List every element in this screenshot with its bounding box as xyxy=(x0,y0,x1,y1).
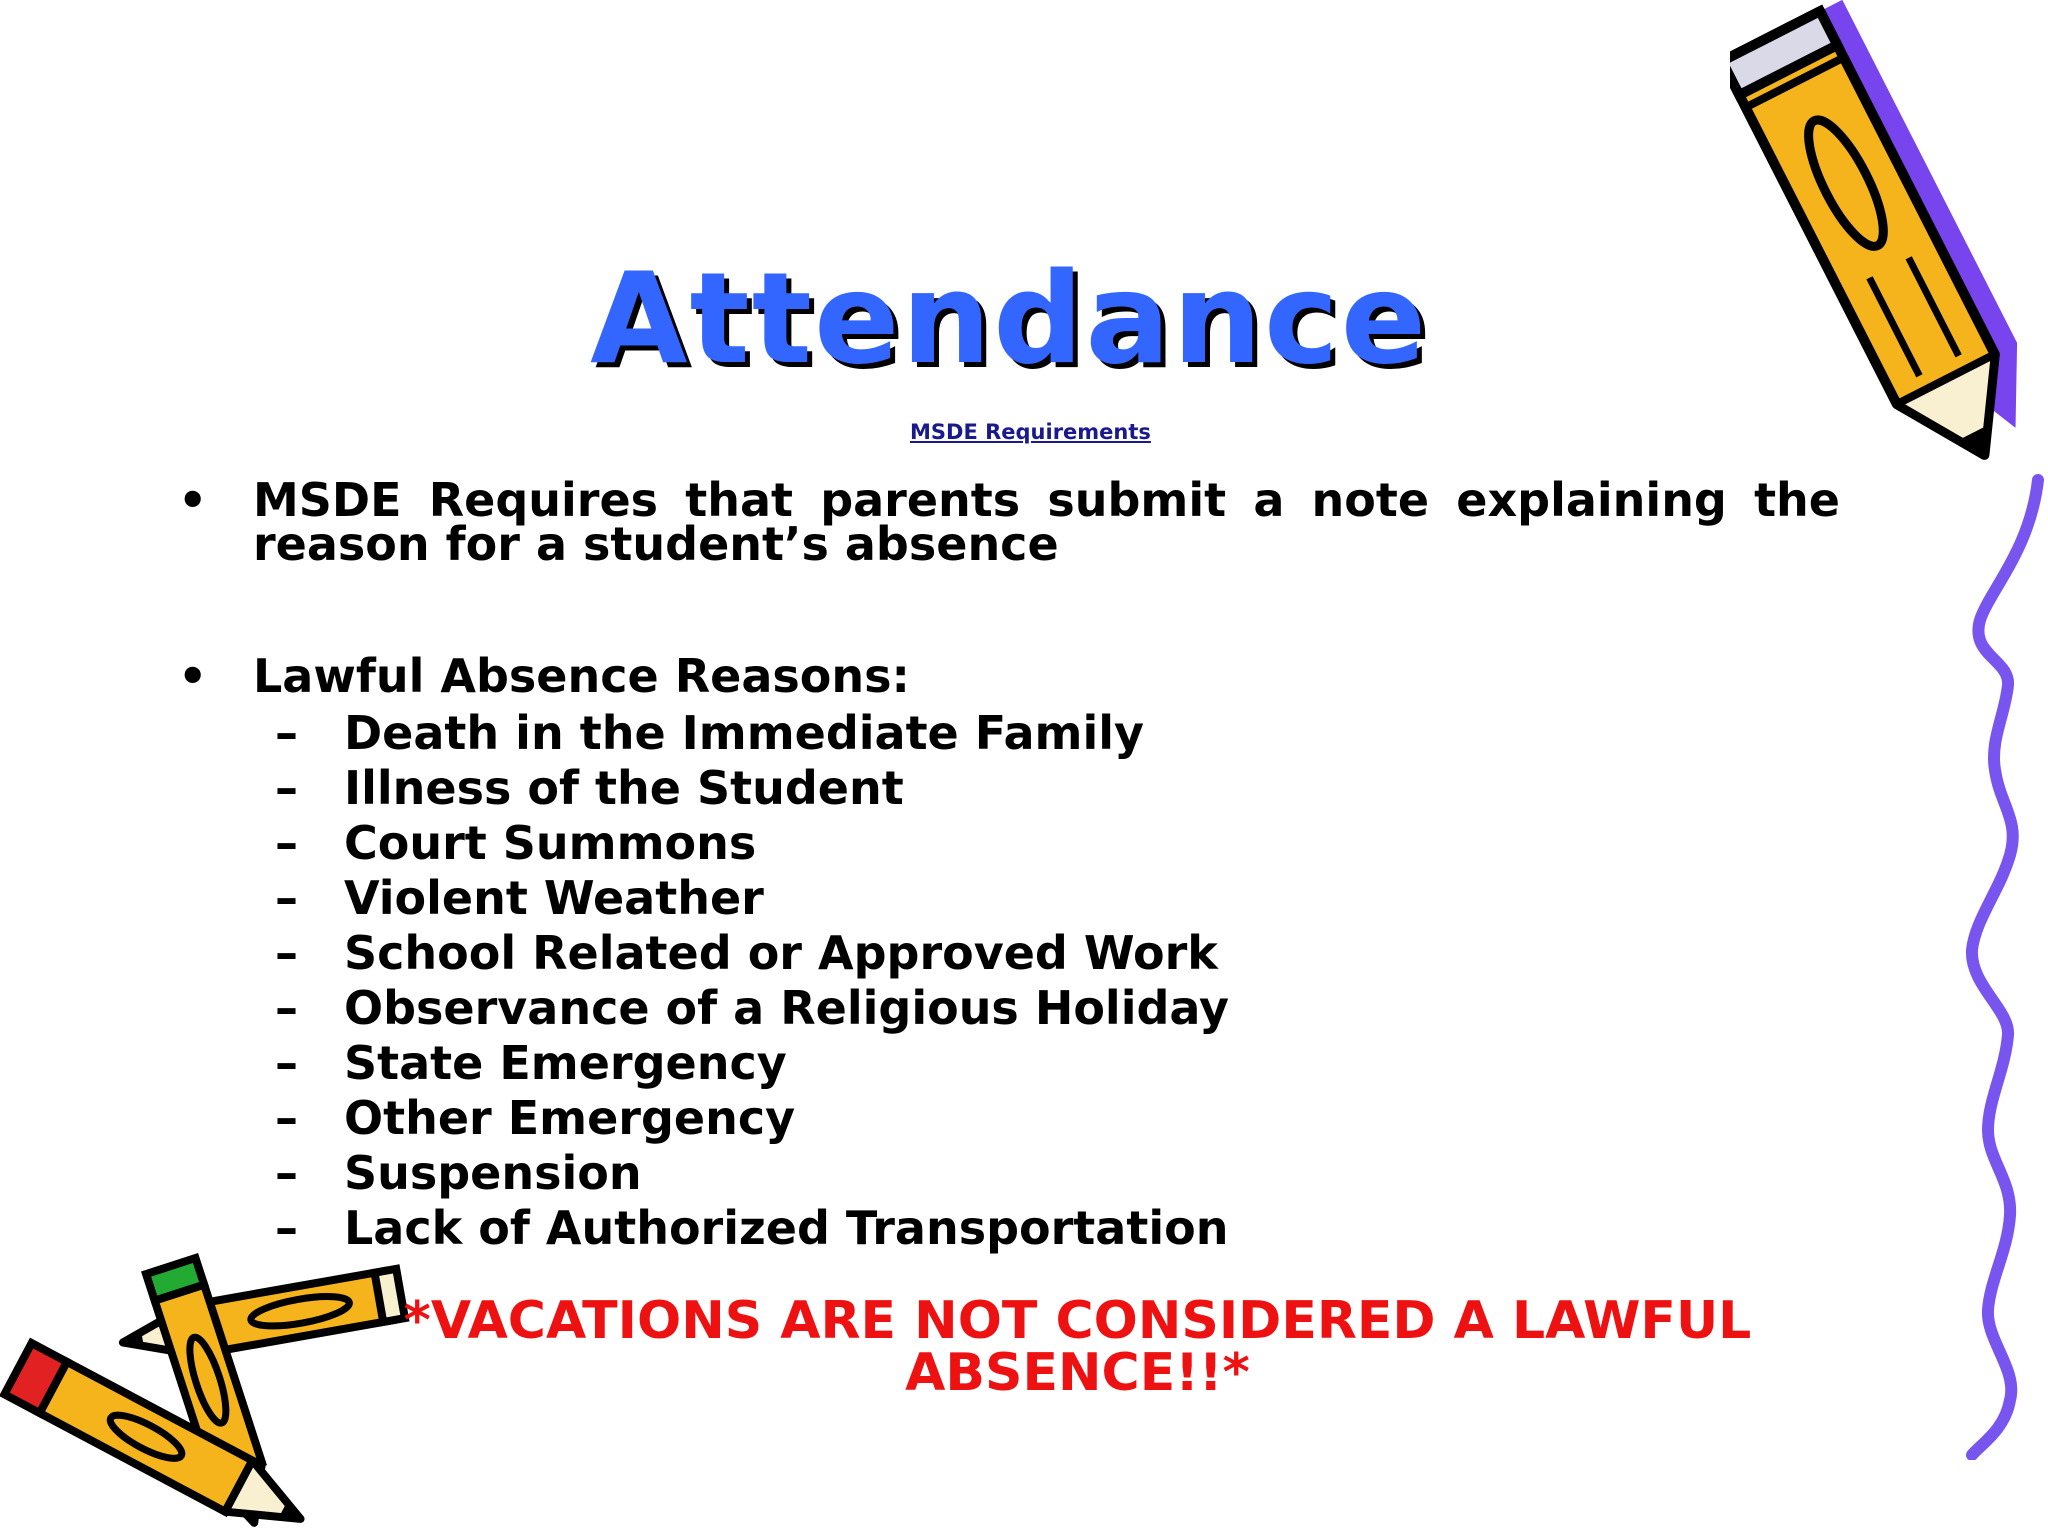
list-item-text: Observance of a Religious Holiday xyxy=(344,981,1230,1035)
bullet-text: MSDE Requires that parents submit a note explaining the reason for a student’s absence xyxy=(253,473,1840,571)
list-item-text: Other Emergency xyxy=(344,1091,796,1145)
list-item xyxy=(170,1146,1840,1201)
dash-glyph: – xyxy=(275,706,298,760)
list-item-text: Lack of Authorized Transportation xyxy=(344,1201,1229,1255)
dash-glyph: – xyxy=(275,1201,298,1255)
dash-glyph: – xyxy=(275,1091,298,1145)
list-item xyxy=(170,1201,1840,1256)
dash-glyph: – xyxy=(275,981,298,1035)
list-item xyxy=(170,926,1840,981)
slide-title: Attendance xyxy=(590,245,1429,392)
list-item xyxy=(170,981,1840,1036)
bullet-glyph: • xyxy=(178,473,208,527)
list-item-text: School Related or Approved Work xyxy=(344,926,1218,980)
dash-glyph: – xyxy=(275,1146,298,1200)
list-item xyxy=(170,871,1840,926)
msde-requirements-link[interactable]: MSDE Requirements xyxy=(910,420,1151,444)
dash-glyph: – xyxy=(275,926,298,980)
dash-glyph: – xyxy=(275,1036,298,1090)
list-item-text: Suspension xyxy=(344,1146,642,1200)
list-item xyxy=(170,1036,1840,1091)
list-item xyxy=(170,816,1840,871)
lawful-absence-reasons-list xyxy=(170,706,1840,1256)
dash-glyph: – xyxy=(275,816,298,870)
pencils-clipart-bottom-left xyxy=(0,1240,420,1536)
list-item xyxy=(170,706,1840,761)
list-item xyxy=(170,761,1840,816)
purple-squiggle-line xyxy=(1950,470,2048,1460)
list-item-text: Violent Weather xyxy=(344,871,764,925)
bullet-list xyxy=(170,473,1840,1256)
dash-glyph: – xyxy=(275,871,298,925)
pencil-clipart-top-right xyxy=(1730,0,2030,500)
bullet-item xyxy=(170,473,1840,571)
vacation-warning xyxy=(400,1291,1755,1403)
warning-line-2: ABSENCE!!* xyxy=(905,1343,1250,1403)
bullet-item xyxy=(170,649,1840,703)
list-item-text: State Emergency xyxy=(344,1036,787,1090)
list-item xyxy=(170,1091,1840,1146)
dash-glyph: – xyxy=(275,761,298,815)
list-item-text: Illness of the Student xyxy=(344,761,904,815)
list-item-text: Death in the Immediate Family xyxy=(344,706,1144,760)
bullet-text: Lawful Absence Reasons: xyxy=(253,649,910,703)
list-item-text: Court Summons xyxy=(344,816,757,870)
bullet-glyph: • xyxy=(178,649,208,703)
warning-line-1: *VACATIONS ARE NOT CONSIDERED A LAWFUL xyxy=(403,1291,1752,1351)
